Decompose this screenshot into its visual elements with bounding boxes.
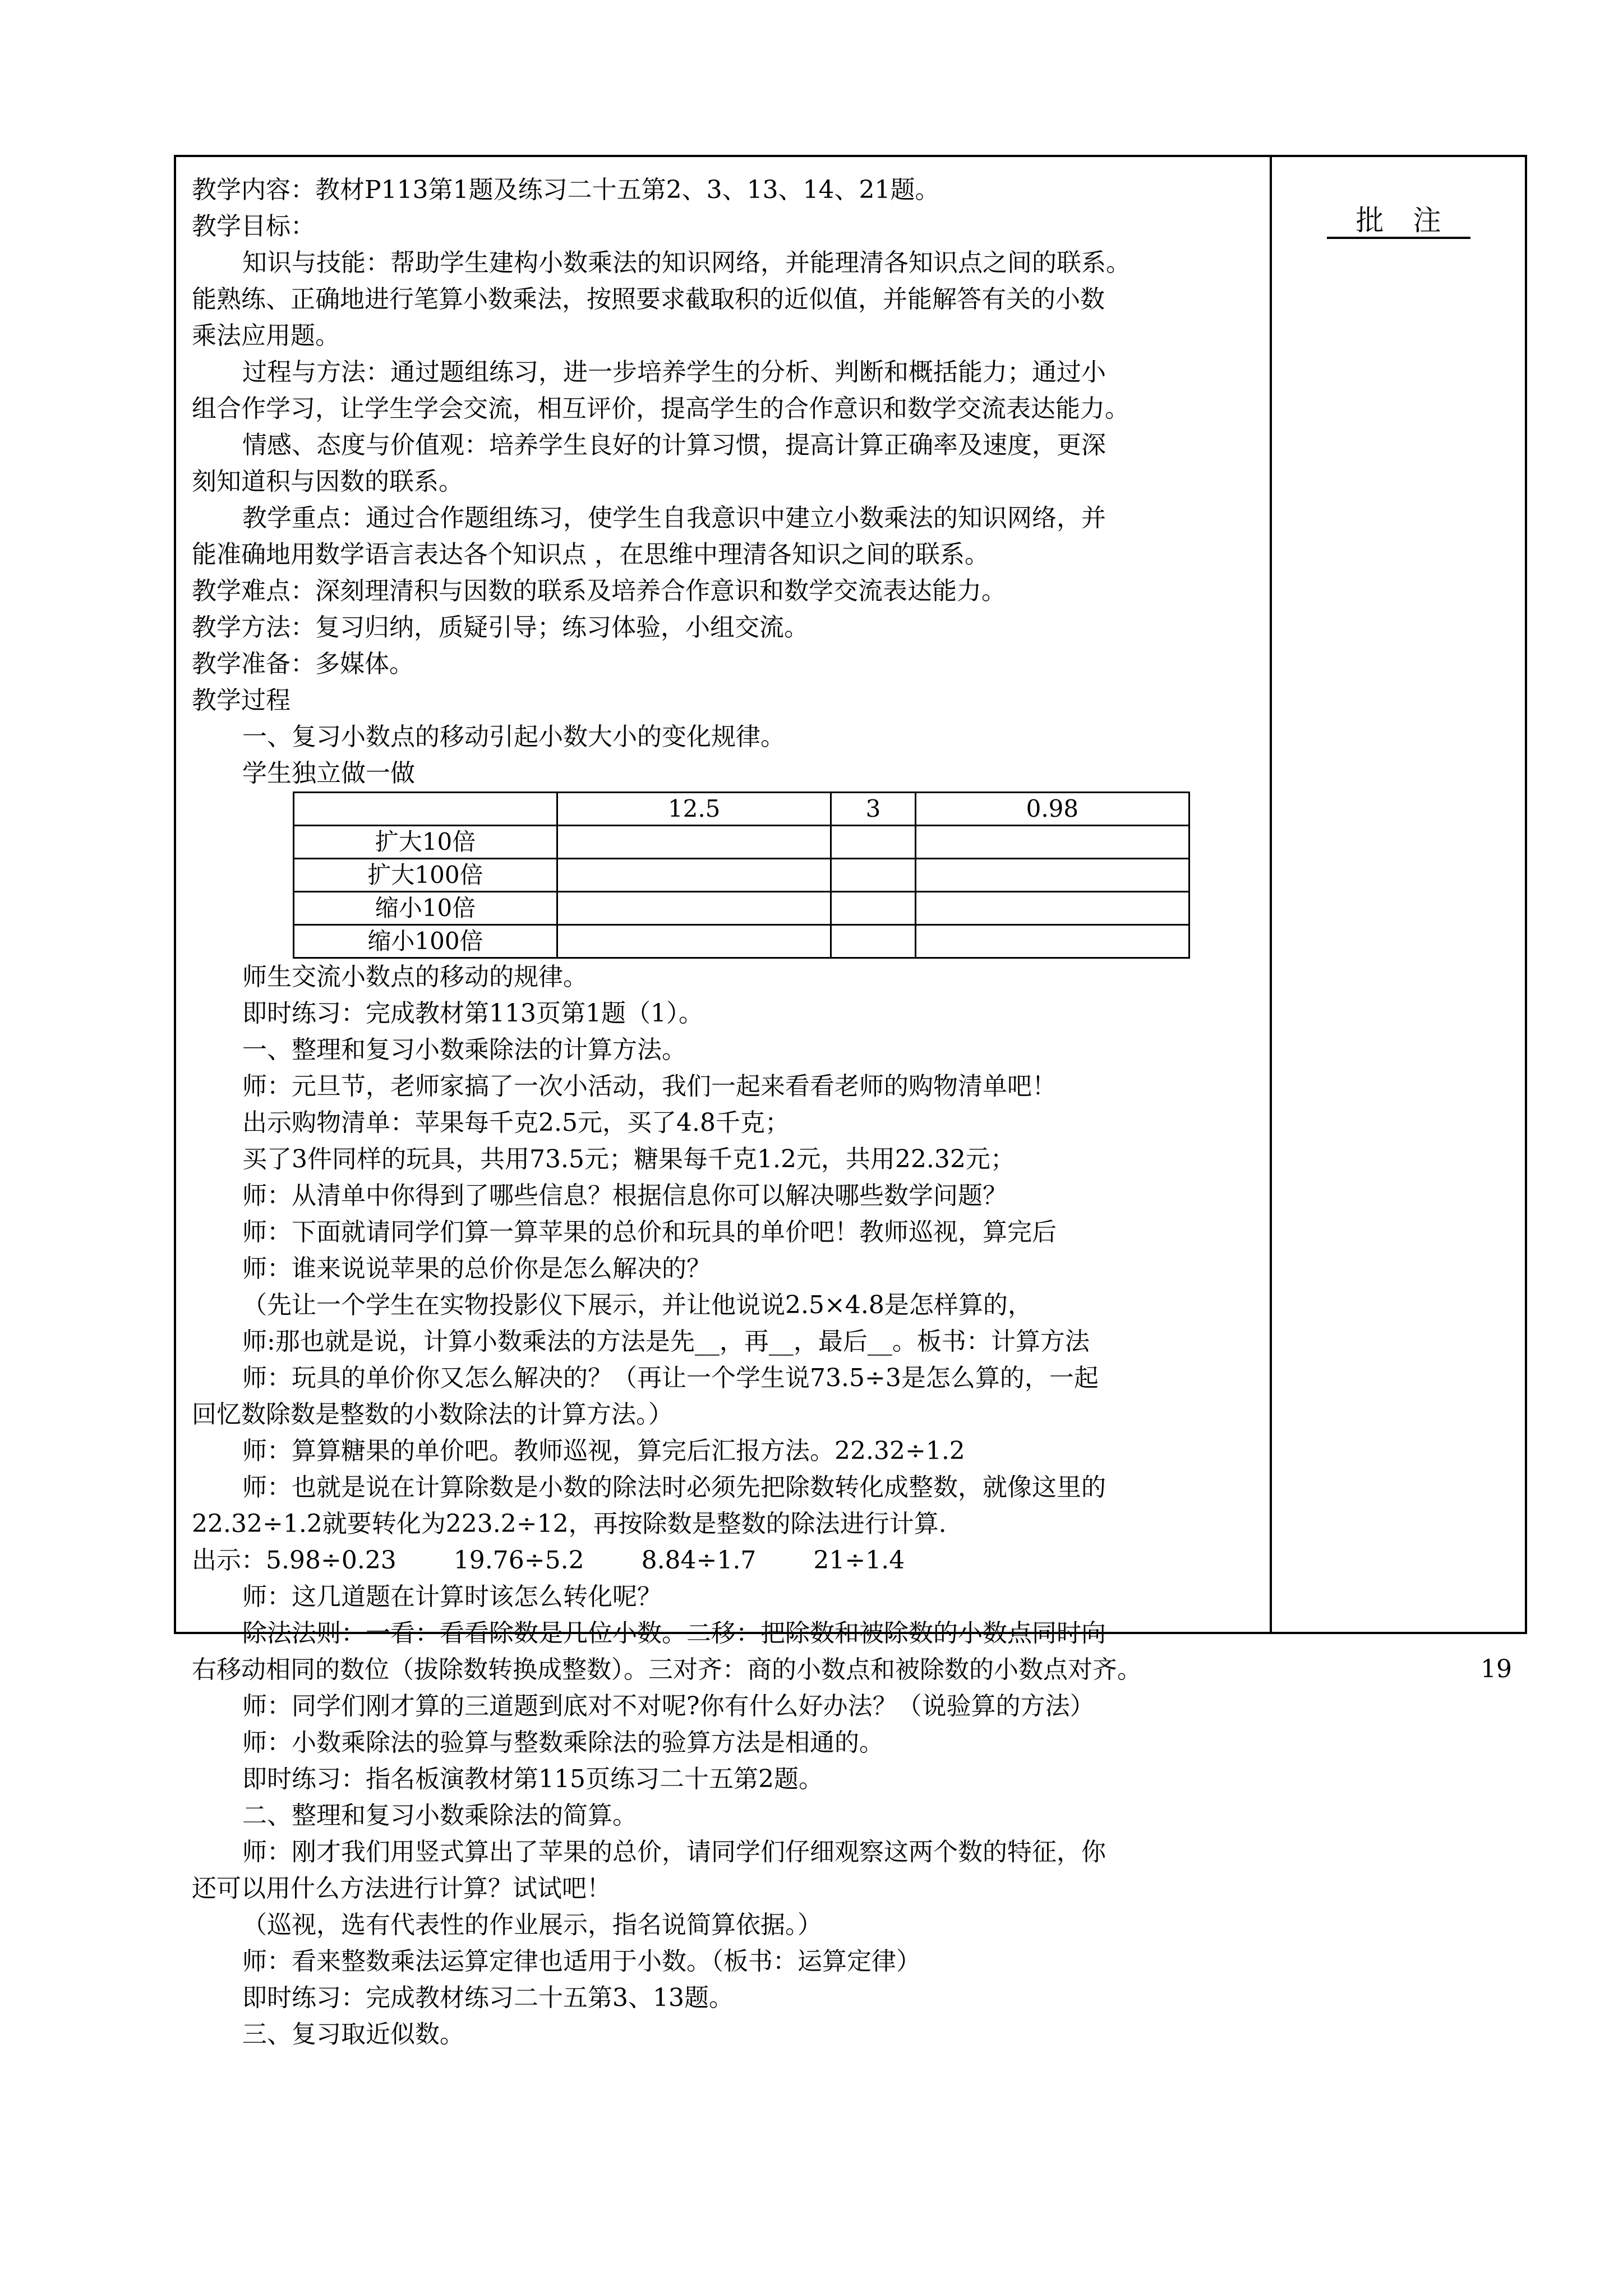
content-block-process [192, 959, 1252, 2053]
lesson-content [192, 172, 1252, 2053]
table-cell [915, 826, 1189, 859]
text-line: 学生独立做一做 [242, 759, 415, 788]
decimal-shift-table-wrap [293, 792, 1252, 959]
text-line: 组合作学习，让学生学会交流，相互评价，提高学生的合作意识和数学交流表达能力。 [192, 394, 1129, 423]
text-line: 右移动相同的数位（拔除数转换成整数）。三对齐：商的小数点和被除数的小数点对齐。 [192, 1655, 1142, 1684]
table-cell [831, 925, 915, 958]
text-line: 二、整理和复习小数乘除法的简算。 [242, 1801, 637, 1830]
annotation-column [1272, 157, 1525, 238]
text-line: 还可以用什么方法进行计算？试试吧！ [192, 1874, 611, 1903]
text-line: 22.32÷1.2就要转化为223.2÷12，再按除数是整数的除法进行计算. [192, 1510, 947, 1538]
text-line: 师：这几道题在计算时该怎么转化呢？ [242, 1582, 662, 1611]
text-line: 能准确地用数学语言表达各个知识点 ，在思维中理清各知识之间的联系。 [192, 540, 989, 569]
text-line: 师：谁来说说苹果的总价你是怎么解决的？ [242, 1254, 711, 1283]
text-line: 即时练习：指名板演教材第115页练习二十五第2题。 [242, 1765, 823, 1793]
table-header-row [294, 793, 1189, 826]
text-line: 知识与技能：帮助学生建构小数乘法的知识网络，并能理清各知识点之间的联系。 [242, 249, 1131, 277]
text-line: 教学重点：通过合作题组练习，使学生自我意识中建立小数乘法的知识网络，并 [242, 504, 1106, 532]
text-line: 师：玩具的单价你又怎么解决的？（再让一个学生说73.5÷3是怎么算的，一起 [242, 1364, 1099, 1392]
text-line: 教学内容：教材P113第1题及练习二十五第2、3、13、14、21题。 [192, 176, 940, 204]
text-line: 即时练习：完成教材第113页第1题（1）。 [242, 999, 703, 1028]
text-line: 师生交流小数点的移动的规律。 [242, 963, 588, 991]
table-row [294, 925, 1189, 958]
text-line: 教学目标： [192, 212, 315, 241]
text-line: 三、复习取近似数。 [242, 2020, 464, 2049]
table-cell [831, 859, 915, 892]
table-cell [831, 892, 915, 925]
table-cell [557, 859, 831, 892]
text-line: 一、复习小数点的移动引起小数大小的变化规律。 [242, 723, 785, 751]
text-line: 师：也就是说在计算除数是小数的除法时必须先把除数转化成整数，就像这里的 [242, 1473, 1106, 1502]
text-line: （巡视，选有代表性的作业展示，指名说简算依据。） [242, 1911, 822, 1939]
text-line: 师：算算糖果的单价吧。教师巡视，算完后汇报方法。22.32÷1.2 [242, 1437, 965, 1465]
annotation-header: 批注 [1327, 204, 1470, 239]
text-line: 出示购物清单：苹果每千克2.5元，买了4.8千克； [242, 1108, 790, 1137]
table-header-cell: 12.5 [557, 793, 831, 826]
content-block-objectives [192, 172, 1252, 792]
table-row-label: 缩小100倍 [294, 925, 557, 958]
table-row [294, 859, 1189, 892]
table-cell [915, 859, 1189, 892]
text-line: 过程与方法：通过题组练习，进一步培养学生的分析、判断和概括能力；通过小 [242, 358, 1106, 386]
text-line: 教学难点：深刻理清积与因数的联系及培养合作意识和数学交流表达能力。 [192, 577, 1006, 605]
text-line: 乘法应用题。 [192, 321, 340, 350]
text-line: 教学准备：多媒体。 [192, 650, 414, 678]
table-cell [915, 892, 1189, 925]
table-cell [831, 826, 915, 859]
text-line: 师：刚才我们用竖式算出了苹果的总价，请同学们仔细观察这两个数的特征，你 [242, 1838, 1106, 1866]
table-row-label: 扩大100倍 [294, 859, 557, 892]
text-line: 刻知道积与因数的联系。 [192, 467, 463, 496]
column-divider [1270, 157, 1272, 1632]
table-cell [557, 892, 831, 925]
text-line: 师:那也就是说，计算小数乘法的方法是先__，再__，最后__。板书：计算方法 [242, 1327, 1090, 1356]
table-row [294, 892, 1189, 925]
lesson-plan-frame [174, 155, 1527, 2049]
table-row [294, 826, 1189, 859]
text-line: 师：元旦节，老师家搞了一次小活动，我们一起来看看老师的购物清单吧！ [242, 1072, 1057, 1101]
table-cell [557, 826, 831, 859]
text-line: 教学方法：复习归纳，质疑引导；练习体验，小组交流。 [192, 613, 809, 642]
text-line: 买了3件同样的玩具，共用73.5元；糖果每千克1.2元，共用22.32元； [242, 1145, 1015, 1174]
table-cell [915, 925, 1189, 958]
text-line: 能熟练、正确地进行笔算小数乘法，按照要求截取积的近似值，并能解答有关的小数 [192, 285, 1105, 314]
decimal-shift-table [293, 792, 1190, 959]
text-line: 出示：5.98÷0.23 19.76÷5.2 8.84÷1.7 21÷1.4 [192, 1546, 905, 1575]
text-line: （先让一个学生在实物投影仪下展示，并让他说说2.5×4.8是怎样算的， [242, 1291, 1032, 1319]
table-row-label: 缩小10倍 [294, 892, 557, 925]
table-header-cell: 0.98 [915, 793, 1189, 826]
text-line: 回忆数除数是整数的小数除法的计算方法。） [192, 1400, 673, 1429]
text-line: 教学过程 [192, 686, 291, 715]
text-line: 师：看来整数乘法运算定律也适用于小数。（板书：运算定律） [242, 1947, 921, 1976]
text-line: 师：同学们刚才算的三道题到底对不对呢?你有什么好办法？（说验算的方法） [242, 1692, 1095, 1720]
table-header-cell: 3 [831, 793, 915, 826]
table-header-cell [294, 793, 557, 826]
text-line: 师：下面就请同学们算一算苹果的总价和玩具的单价吧！教师巡视，算完后 [242, 1218, 1057, 1246]
text-line: 师：小数乘除法的验算与整数乘除法的验算方法是相通的。 [242, 1728, 884, 1757]
text-line: 师：从清单中你得到了哪些信息？根据信息你可以解决哪些数学问题？ [242, 1181, 1007, 1210]
table-row-label: 扩大10倍 [294, 826, 557, 859]
page-number: 19 [1481, 1655, 1512, 1683]
table-cell [557, 925, 831, 958]
text-line: 一、整理和复习小数乘除法的计算方法。 [242, 1036, 686, 1064]
text-line: 即时练习：完成教材练习二十五第3、13题。 [242, 1984, 734, 2012]
text-line: 除法法则：一看：看看除数是几位小数。二移：把除数和被除数的小数点同时向 [242, 1619, 1106, 1648]
text-line: 情感、态度与价值观：培养学生良好的计算习惯，提高计算正确率及速度，更深 [242, 431, 1106, 459]
